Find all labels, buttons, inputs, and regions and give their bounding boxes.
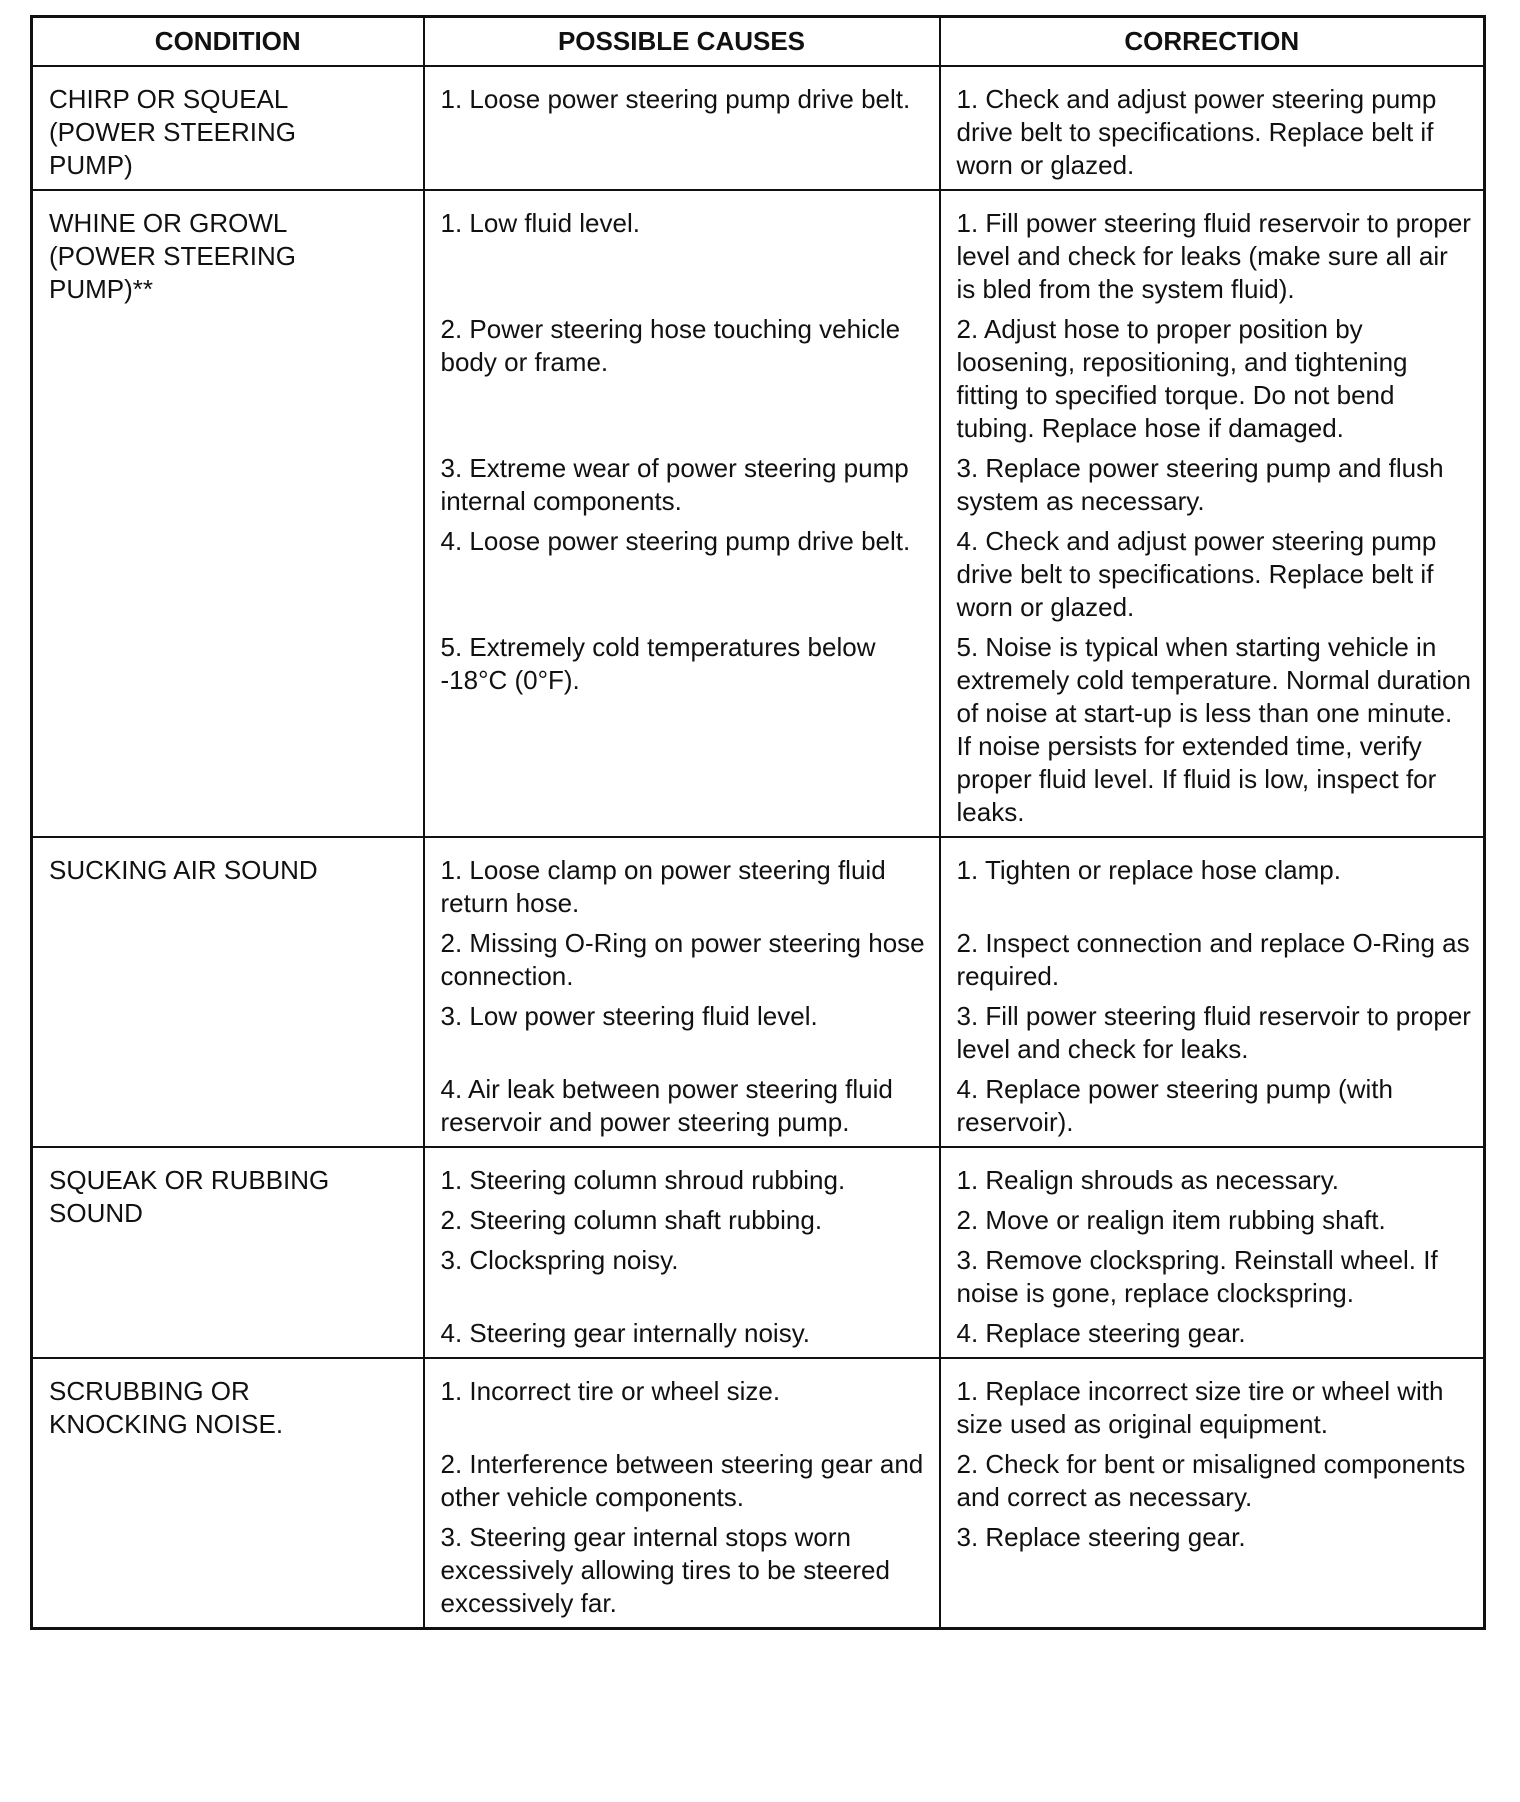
possible-cause-cell: 1. Steering column shroud rubbing. [424,1147,940,1204]
header-condition: CONDITION [32,17,424,67]
possible-cause-cell: 3. Extreme wear of power steering pump internal components. [424,452,940,525]
correction-cell: 2. Check for bent or misaligned components and correct as necessary. [940,1448,1485,1521]
correction-cell: 2. Move or realign item rubbing shaft. [940,1204,1485,1244]
table-body [32,66,1485,1629]
table-row [32,66,1485,190]
table-row [32,190,1485,313]
correction-cell: 5. Noise is typical when starting vehicle in extremely cold temperature. Normal duration of noise at start-up is less than one minute. If noise persists for extended time, verify proper fluid level. If fluid is low, inspect for leaks. [940,631,1485,837]
possible-cause-cell: 2. Missing O-Ring on power steering hose connection. [424,927,940,1000]
possible-cause-cell: 3. Clockspring noisy. [424,1244,940,1317]
correction-cell: 1. Fill power steering fluid reservoir to proper level and check for leaks (make sure all air is bled from the system fluid). [940,190,1485,313]
correction-cell: 1. Tighten or replace hose clamp. [940,837,1485,927]
possible-cause-cell: 1. Loose clamp on power steering fluid return hose. [424,837,940,927]
correction-cell: 2. Adjust hose to proper position by loosening, repositioning, and tightening fitting to specified torque. Do not bend tubing. Replace hose if damaged. [940,313,1485,452]
table-header [32,17,1485,67]
possible-cause-cell: 1. Loose power steering pump drive belt. [424,66,940,190]
header-row [32,17,1485,67]
condition-cell: SCRUBBING OR KNOCKING NOISE. [32,1358,424,1629]
header-possible-causes: POSSIBLE CAUSES [424,17,940,67]
correction-cell: 2. Inspect connection and replace O-Ring as required. [940,927,1485,1000]
correction-cell: 3. Replace power steering pump and flush system as necessary. [940,452,1485,525]
correction-cell: 1. Realign shrouds as necessary. [940,1147,1485,1204]
possible-cause-cell: 3. Low power steering fluid level. [424,1000,940,1073]
header-correction: CORRECTION [940,17,1485,67]
possible-cause-cell: 5. Extremely cold temperatures below -18°C (0°F). [424,631,940,837]
possible-cause-cell: 3. Steering gear internal stops worn excessively allowing tires to be steered excessively far. [424,1521,940,1629]
possible-cause-cell: 4. Steering gear internally noisy. [424,1317,940,1358]
correction-cell: 4. Replace power steering pump (with reservoir). [940,1073,1485,1147]
correction-cell: 3. Fill power steering fluid reservoir to proper level and check for leaks. [940,1000,1485,1073]
possible-cause-cell: 4. Loose power steering pump drive belt. [424,525,940,631]
possible-cause-cell: 1. Low fluid level. [424,190,940,313]
table-row [32,1358,1485,1448]
table-row [32,837,1485,927]
condition-cell: SUCKING AIR SOUND [32,837,424,1147]
table-row [32,1147,1485,1204]
correction-cell: 3. Replace steering gear. [940,1521,1485,1629]
diagnosis-table [30,15,1486,1630]
possible-cause-cell: 2. Interference between steering gear and other vehicle components. [424,1448,940,1521]
possible-cause-cell: 2. Steering column shaft rubbing. [424,1204,940,1244]
correction-cell: 3. Remove clockspring. Reinstall wheel. If noise is gone, replace clockspring. [940,1244,1485,1317]
condition-cell: SQUEAK OR RUBBING SOUND [32,1147,424,1358]
correction-cell: 1. Replace incorrect size tire or wheel with size used as original equipment. [940,1358,1485,1448]
condition-cell: CHIRP OR SQUEAL (POWER STEERING PUMP) [32,66,424,190]
possible-cause-cell: 2. Power steering hose touching vehicle body or frame. [424,313,940,452]
correction-cell: 4. Replace steering gear. [940,1317,1485,1358]
possible-cause-cell: 4. Air leak between power steering fluid reservoir and power steering pump. [424,1073,940,1147]
correction-cell: 1. Check and adjust power steering pump drive belt to specifications. Replace belt if worn or glazed. [940,66,1485,190]
condition-cell: WHINE OR GROWL (POWER STEERING PUMP)** [32,190,424,837]
possible-cause-cell: 1. Incorrect tire or wheel size. [424,1358,940,1448]
correction-cell: 4. Check and adjust power steering pump drive belt to specifications. Replace belt if worn or glazed. [940,525,1485,631]
